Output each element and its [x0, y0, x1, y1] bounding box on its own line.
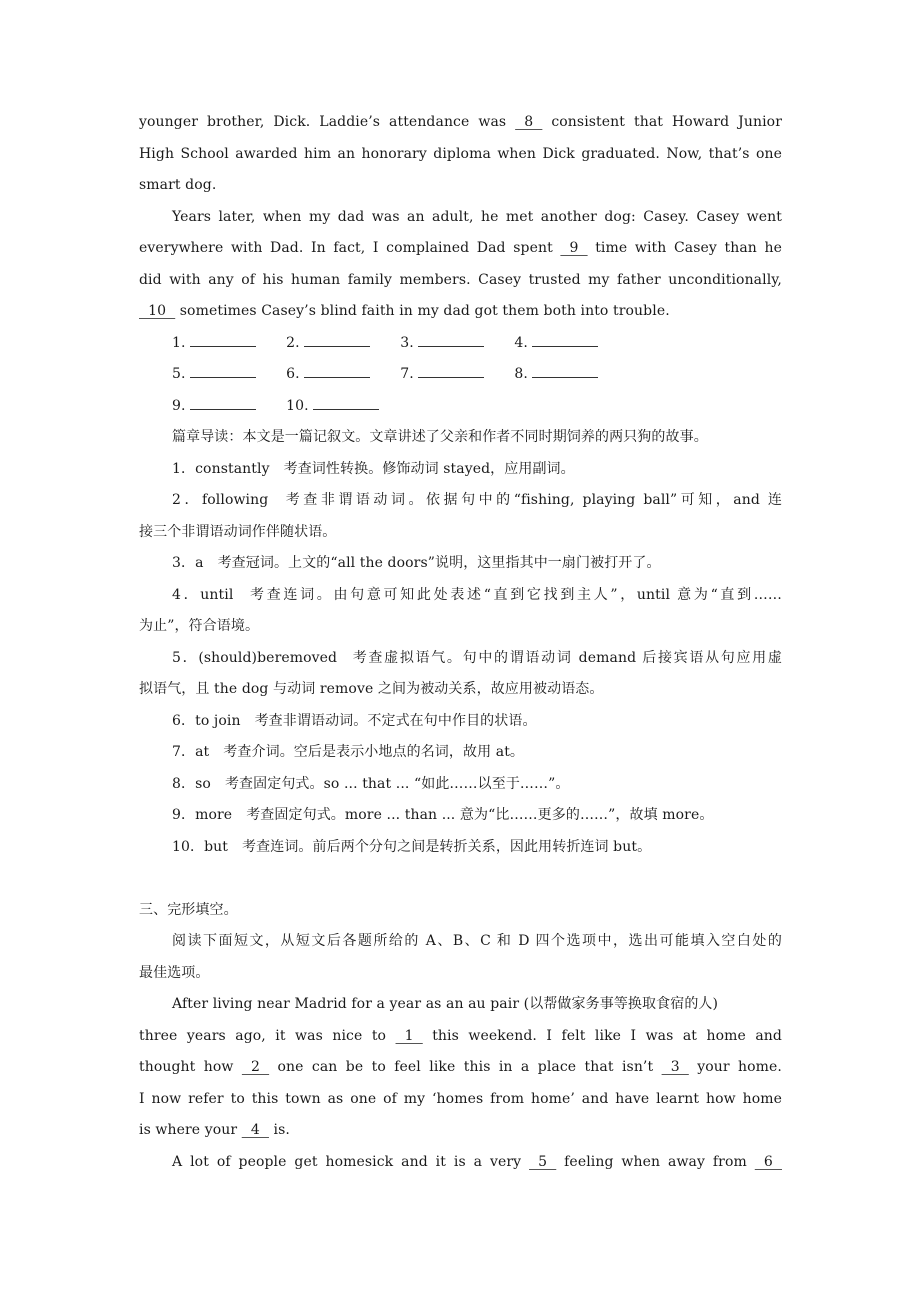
passage-line: High School awarded him an honorary diploma when Dick graduated. Now, that’s one	[139, 145, 782, 162]
text: younger brother, Dick. Laddie’s attendance was	[139, 114, 516, 130]
passage-line: smart dog.	[139, 177, 217, 193]
answer-number: 8.	[514, 366, 528, 382]
passage-line: Years later, when my dad was an adult, he met another dog: Casey. Casey went	[172, 208, 782, 225]
answer-number: 2.	[286, 334, 300, 351]
answer-blank[interactable]	[190, 363, 256, 378]
answer-blank[interactable]	[532, 363, 598, 378]
blank-9: 9	[560, 240, 588, 256]
answer-number: 10.	[286, 397, 309, 414]
blank-1: 1	[395, 1027, 423, 1044]
explanation-note: 考查连词。前后两个分句之间是转折关系，因此用转折连词 but。	[242, 838, 652, 855]
passage-line: After living near Madrid for a year as an au pair (以帮做家务事等换取食宿的人)	[172, 996, 719, 1012]
passage-line: did with any of his human family members. Casey trusted my father unconditionally,	[139, 271, 782, 288]
explanation-continuation: 为止”，符合语境。	[139, 618, 260, 634]
blank-4: 4	[241, 1122, 269, 1138]
explanation-item	[139, 832, 782, 864]
answer-word: more	[195, 807, 233, 823]
passage-line	[139, 1147, 782, 1179]
explanation-item	[139, 737, 782, 769]
passage-line	[139, 296, 782, 328]
text: feeling when away from	[556, 1153, 755, 1170]
item-number: 10．	[172, 838, 205, 855]
explanation-item	[139, 580, 782, 612]
answer-slot[interactable]	[172, 359, 256, 391]
text: is where your	[139, 1122, 242, 1138]
blank-8: 8	[515, 114, 543, 130]
text: A lot of people get homesick and it is a very	[172, 1153, 530, 1170]
text: time with Casey than he	[587, 240, 782, 256]
item-number: 9．	[172, 807, 196, 823]
answer-blank[interactable]	[190, 395, 256, 410]
text: three years ago, it was nice to	[139, 1027, 396, 1044]
explanation-continuation: 拟语气，且 the dog 与动词 remove 之间为被动关系，故应用被动语态。	[139, 681, 604, 697]
item-number: 2．	[172, 492, 202, 508]
answer-word: at	[195, 744, 210, 760]
text: this weekend. I felt like I was at home and	[422, 1027, 782, 1044]
answer-row	[139, 328, 782, 360]
explanation-item	[139, 800, 782, 832]
answer-word: (should)beremoved	[198, 649, 338, 666]
text: one can be to feel like this in a place that isn’t	[269, 1059, 662, 1075]
answer-blank[interactable]	[313, 395, 379, 410]
item-number: 8．	[172, 775, 196, 792]
answer-number: 7.	[400, 366, 414, 382]
blank-5: 5	[529, 1153, 557, 1170]
blank-3: 3	[661, 1059, 689, 1075]
section-heading: 三、完形填空。	[139, 901, 238, 918]
document-page	[139, 107, 782, 1178]
answer-slot[interactable]	[400, 359, 484, 391]
passage-line	[139, 107, 782, 139]
answer-word: to join	[195, 712, 241, 729]
answer-number: 4.	[514, 334, 528, 351]
text: thought how	[139, 1059, 242, 1075]
answer-slot[interactable]	[286, 359, 370, 391]
text: is.	[268, 1122, 290, 1138]
blank-2: 2	[241, 1059, 270, 1075]
answer-word: but	[204, 838, 229, 855]
answer-word: so	[195, 775, 211, 792]
answer-word: until	[200, 586, 234, 603]
item-number: 4．	[172, 586, 201, 603]
explanation-note: 考查非谓语动词。不定式在句中作目的状语。	[254, 712, 537, 729]
text: consistent that Howard Junior	[542, 114, 782, 130]
answer-number: 9.	[172, 397, 186, 414]
spacer	[139, 863, 782, 895]
answer-word: following	[201, 492, 269, 508]
explanation-note: 考查连词。由句意可知此处表述“直到它找到主人”，until 意为“直到……	[247, 586, 783, 603]
answer-blank[interactable]	[190, 332, 256, 347]
answer-word: a	[195, 555, 204, 571]
answer-slot[interactable]	[400, 328, 484, 360]
explanation-note: 考查介词。空后是表示小地点的名词，故用 at。	[223, 744, 525, 760]
answer-number: 5.	[172, 366, 186, 382]
answer-slot[interactable]	[172, 391, 256, 423]
passage-line: I now refer to this town as one of my ‘homes from home’ and have learnt how home	[139, 1090, 782, 1107]
section-instruction: 阅读下面短文，从短文后各题所给的 A、B、C 和 D 四个选项中，选出可能填入空白处的	[172, 933, 782, 949]
guide-intro: 篇章导读：本文是一篇记叙文。文章讲述了父亲和作者不同时期饲养的两只狗的故事。	[172, 429, 708, 445]
explanation-note: 考查固定句式。so ... that ... “如此……以至于……”。	[224, 775, 570, 792]
passage-line	[139, 1021, 782, 1053]
explanation-item	[139, 485, 782, 517]
item-number: 3．	[172, 555, 196, 571]
answer-number: 1.	[172, 334, 186, 351]
passage-line	[139, 233, 782, 265]
explanation-item	[139, 548, 782, 580]
answer-blank[interactable]	[418, 332, 484, 347]
item-number: 6．	[172, 712, 196, 729]
explanation-note: 考查虚拟语气。句中的谓语动词 demand 后接宾语从句应用虚	[351, 649, 782, 666]
answer-blank[interactable]	[304, 332, 370, 347]
item-number: 1．	[172, 460, 196, 477]
blank-10: 10	[139, 303, 176, 319]
explanation-item	[139, 643, 782, 675]
explanation-note: 考查固定句式。more ... than ... 意为“比……更多的……”，故填 more。	[246, 807, 714, 823]
answer-row	[139, 359, 782, 391]
answer-row	[139, 391, 782, 423]
explanation-note: 考查冠词。上文的“all the doors”说明，这里指其中一扇门被打开了。	[217, 555, 661, 571]
item-number: 7．	[172, 744, 196, 760]
answer-blank[interactable]	[532, 332, 598, 347]
answer-number: 6.	[286, 366, 300, 382]
answer-slot[interactable]	[172, 328, 256, 360]
answer-blank[interactable]	[304, 363, 370, 378]
explanation-item	[139, 706, 782, 738]
explanation-item	[139, 454, 782, 486]
explanation-note: 考查词性转换。修饰动词 stayed，应用副词。	[283, 460, 575, 477]
section-instruction: 最佳选项。	[139, 964, 210, 981]
item-number: 5．	[172, 649, 199, 666]
passage-line	[139, 1115, 782, 1147]
answer-slot[interactable]	[286, 391, 379, 423]
blank-6: 6	[754, 1153, 782, 1170]
answer-slot[interactable]	[514, 359, 598, 391]
text: sometimes Casey’s blind faith in my dad got them both into trouble.	[175, 303, 670, 319]
explanation-note: 考查非谓语动词。依据句中的“fishing, playing ball”可知，and 连	[282, 492, 783, 508]
answer-word: constantly	[195, 460, 270, 477]
answer-blank[interactable]	[418, 363, 484, 378]
passage-line	[139, 1052, 782, 1084]
explanation-item	[139, 769, 782, 801]
explanation-continuation: 接三个非谓语动词作伴随状语。	[139, 523, 337, 540]
answer-slot[interactable]	[286, 328, 370, 360]
answer-number: 3.	[400, 334, 414, 351]
answer-slot[interactable]	[514, 328, 598, 360]
text: your home.	[688, 1059, 782, 1075]
text: everywhere with Dad. In fact, I complained Dad spent	[139, 240, 561, 256]
